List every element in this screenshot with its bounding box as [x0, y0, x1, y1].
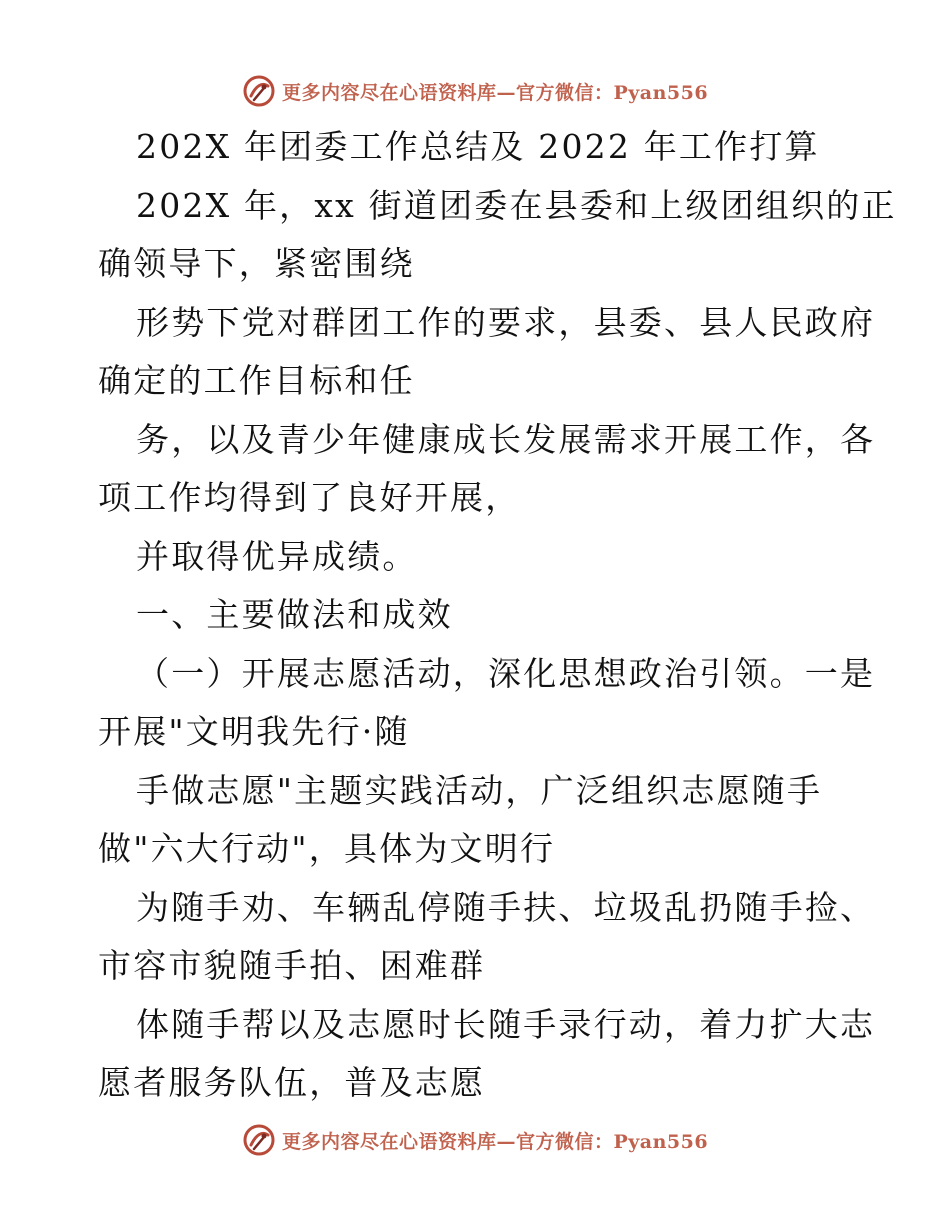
paragraph-line: 市容市貌随手拍、困难群	[98, 946, 486, 985]
paragraph-line: 务，以及青少年健康成长发展需求开展工作，各	[136, 419, 876, 459]
header-banner-text: 更多内容尽在心语资料库—官方微信：Pyan556	[281, 81, 709, 104]
section-heading: 一、主要做法和成效	[136, 595, 453, 634]
paragraph-line: 手做志愿"主题实践活动，广泛组织志愿随手	[136, 770, 823, 810]
document-title: 202X 年团委工作总结及 2022 年工作打算	[136, 127, 820, 166]
paragraph-line: 确领导下，紧密围绕	[98, 244, 415, 283]
header-banner	[0, 71, 950, 111]
paragraph-line: 愿者服务队伍，普及志愿	[98, 1063, 486, 1102]
paragraph-line: 为随手劝、车辆乱停随手扶、垃圾乱扔随手捡、	[136, 887, 876, 927]
paragraph-line: 开展"文明我先行·随	[98, 712, 410, 751]
paragraph-line: 项工作均得到了良好开展，	[98, 478, 521, 517]
brand-logo-icon	[242, 74, 276, 108]
paragraph-line: 做"六大行动"，具体为文明行	[98, 829, 556, 868]
paragraph-line: 形势下党对群团工作的要求，县委、县人民政府	[136, 302, 876, 342]
paragraph-line: 202X 年，xx 街道团委在县委和上级团组织的正	[136, 185, 897, 225]
footer-banner-text: 更多内容尽在心语资料库—官方微信：Pyan556	[281, 1130, 709, 1153]
paragraph-line: （一）开展志愿活动，深化思想政治引领。一是	[136, 653, 876, 693]
paragraph-line: 体随手帮以及志愿时长随手录行动，着力扩大志	[136, 1004, 876, 1044]
footer-banner	[0, 1120, 950, 1160]
paragraph-line: 确定的工作目标和任	[98, 361, 415, 400]
paragraph-line: 并取得优异成绩。	[136, 536, 418, 576]
brand-logo-icon	[242, 1123, 276, 1157]
document-body	[98, 118, 897, 1113]
